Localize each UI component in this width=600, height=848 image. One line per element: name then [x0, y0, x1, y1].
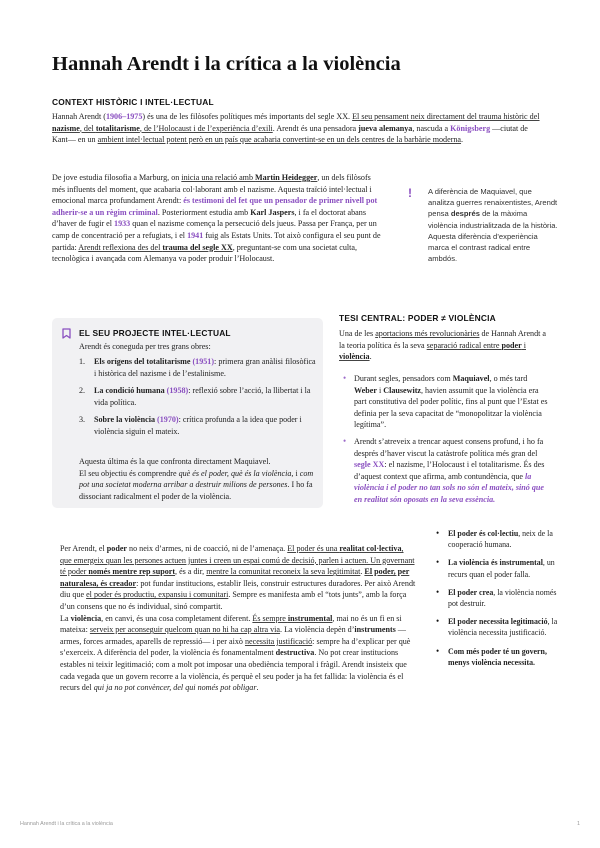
- section-heading-context: CONTEXT HISTÒRIC I INTEL·LECTUAL: [52, 97, 214, 107]
- text-run: inicia una relació amb: [181, 173, 256, 182]
- section-heading-project: EL SEU PROJECTE INTEL·LECTUAL: [79, 328, 231, 338]
- context-paragraph-2: [52, 172, 384, 265]
- list-item: [339, 373, 549, 431]
- underlined-run: [78, 243, 232, 252]
- text-run: .: [360, 567, 365, 577]
- underlined-run: ambient intel·lectual potent però en un país que acabaria convertint-se en un dels centres de la barbàrie moderna: [97, 135, 462, 145]
- bold-term: després: [450, 209, 480, 219]
- text-run: —armes, forces armades, aparells de repressió— i per això: [60, 625, 406, 646]
- text-run: ) és una de les filòsofes polítiques més importants del segle XX.: [142, 112, 353, 121]
- underlined-run: el poder és productiu, expansiu i comunitari: [86, 590, 229, 600]
- bullet-icon: •: [436, 645, 440, 656]
- text-run: . Arendt és una pensadora: [272, 123, 359, 133]
- underlined-run: mentre la comunitat reconeix la seva legitimitat: [206, 567, 361, 577]
- bold-term: violència: [339, 352, 370, 362]
- bold-term: totalitarisme: [95, 123, 140, 133]
- text-run: Hannah Arendt (: [52, 112, 106, 121]
- text-run: : primera gran anàlisi filosòfica i històrica del nazisme i de l’estalinisme.: [94, 357, 316, 378]
- text-run: , mai no és un fi en si mateixa:: [60, 613, 402, 635]
- list-item: [436, 616, 558, 638]
- list-item: [436, 587, 558, 609]
- exclamation-icon: !: [408, 186, 412, 200]
- list-number: 1.: [79, 357, 86, 366]
- list-item: [436, 646, 558, 668]
- bold-term: Clausewitz: [383, 385, 421, 395]
- highlight-statement: és testimoni del fet que un pensador de primer nivell pot adherir-se a un règim criminal: [52, 196, 378, 217]
- highlight-year: 1941: [187, 230, 204, 240]
- bold-term: Martin Heidegger: [255, 173, 318, 182]
- text-run: , de l’Holocaust i de l’experiència d’exili: [139, 123, 273, 133]
- page-number: 1: [577, 821, 580, 827]
- bold-term: instruments: [354, 625, 396, 635]
- text-run: , neix de la cooperació humana.: [448, 529, 553, 550]
- text-run: La: [60, 613, 71, 623]
- highlight-place: Königsberg: [450, 123, 491, 133]
- underlined-run: aportacions més revolucionàries: [375, 329, 480, 338]
- highlight-year: 1933: [114, 219, 131, 229]
- text-run: i: [376, 385, 384, 395]
- text-run: .: [369, 352, 372, 362]
- text-run: , o més tard: [489, 374, 528, 383]
- footer-title: Hannah Arendt i la crítica a la violència: [20, 821, 113, 827]
- summary-list: [436, 528, 558, 675]
- highlight-years: 1906–1975: [105, 112, 143, 121]
- underlined-run: serveix per aconseguir quelcom quan no hi ha cap altra via: [89, 625, 281, 635]
- text-run: .: [256, 683, 259, 693]
- bold-term: Maquiavel: [452, 374, 490, 383]
- work-title: La condició humana: [94, 386, 165, 396]
- bold-term: poder: [106, 544, 127, 553]
- project-card: [52, 318, 323, 508]
- section-heading-thesis: TESI CENTRAL: PODER ≠ VIOLÈNCIA: [339, 313, 496, 323]
- bold-term: Com més poder té un govern, menys violència necessita.: [448, 646, 547, 667]
- text-run: —ciutat de Kant— en un: [52, 123, 528, 145]
- text-run: : el nazisme, l’Holocaust i el totalitarisme. És des d’aquest context que afirma, amb contundència, que: [354, 460, 545, 481]
- bold-term: Weber: [354, 385, 377, 395]
- text-run: fuig als Estats Units. Tot això configura el seu punt de partida:: [52, 230, 381, 252]
- highlight-term: segle XX: [354, 460, 385, 470]
- bullet-icon: •: [343, 435, 347, 446]
- text-run: : pot fundar institucions, establir lleis, construir estructures duradores. Per això Arendt diu que: [60, 578, 416, 600]
- project-intro: Arendt és coneguda per tres grans obres:: [79, 342, 211, 351]
- page-title: Hannah Arendt i la crítica a la violència: [52, 53, 401, 75]
- text-run: , havien assumit que la violència era part constitutiva del poder polític, fins al punt que l’Estat es definia per la seva capacitat de “monopolitzar la violència legítima”.: [354, 385, 548, 430]
- text-run: , preguntant-se com una societat culta, tecnològica i avançada com Alemanya va poder produir l’Holocaust.: [52, 242, 358, 264]
- text-run: , que emergeix quan les persones actuen juntes i creen un espai comú de decisió, parlen i actuen.: [60, 544, 404, 565]
- bullet-icon: •: [436, 557, 440, 568]
- text-run: . No pot crear institucions estables ni teixir legitimació; com a molt pot imposar una obediència temporal i fràgil. Arendt insisteix que cada vegada que un govern recorre a la violència, és perquè el seu poder ja ha fet fallida: la violència és el recurs del: [60, 648, 407, 693]
- bold-term: El poder, per naturalesa, és creador: [60, 567, 410, 588]
- thesis-paragraph: [339, 328, 549, 363]
- context-paragraph-1: [52, 111, 544, 146]
- work-title: Sobre la violència: [94, 415, 156, 425]
- text-run: , i fa el doctorat abans d’haver de fugir el: [52, 207, 366, 229]
- text-run: . Sempre es manifesta amb el “tots junts”, amb la força d’un consens que no és individual, sinó compartit.: [60, 590, 407, 611]
- bullet-icon: •: [436, 528, 440, 538]
- list-item: [79, 385, 317, 408]
- italic-run: qui ja no pot convèncer, del qui només pot obligar: [93, 683, 257, 693]
- underlined-run: necessita justificació: [244, 636, 313, 646]
- text-run: . La violència depèn d’: [280, 625, 355, 635]
- text-run: : sempre ha d’explicar per què s’exerceix. A diferència del poder, la violència és fonamentalment: [60, 636, 411, 658]
- text-run: Per Arendt, el: [60, 544, 107, 553]
- bold-term: només mentre rep suport: [88, 567, 176, 577]
- work-title: Els orígens del totalitarisme: [94, 357, 191, 366]
- text-run: Durant segles, pensadors com: [354, 374, 453, 383]
- bold-term: violència: [70, 613, 102, 623]
- text-run: . Posteriorment estudia amb: [157, 207, 251, 217]
- text-run: , un dels filòsofs més influents del moment, que acabaria col·laborant amb el nazisme. Aquesta traïció intel·lectual i emocional marca profundament Arendt:: [52, 173, 372, 206]
- text-run: . I ho fa dissociant radicalment el poder de la violència.: [79, 480, 313, 501]
- text-run: : crítica profunda a la idea que poder i violència siguin el mateix.: [94, 415, 302, 436]
- text-run: , la violència necessita justificació.: [448, 617, 558, 638]
- list-item: [79, 356, 317, 379]
- text-run: El seu pensament neix directament del trauma històric del: [352, 112, 540, 121]
- aside-text: [428, 186, 558, 264]
- text-run: de la màxima violència industrialitzada de la història. Aquesta diferència d’experiència marca el contrast radical entre ambdós.: [428, 209, 558, 264]
- highlight-quote: la violència i el poder no tan sols no són el mateix, sinó que en realitat són oposats en la seva essència.: [354, 471, 544, 504]
- project-outro: [79, 456, 317, 502]
- text-run: Arendt s’atreveix a trencar aquest consens profund, i ho fa després d’haver viscut la catàstrofe política més gran del: [354, 436, 544, 458]
- text-run: Un governant té poder: [60, 555, 415, 577]
- text-run: separació radical entre: [426, 340, 502, 350]
- list-number: 2.: [79, 386, 86, 396]
- bold-term: El poder crea: [448, 587, 494, 597]
- list-item: [436, 557, 558, 579]
- text-run: , un recurs quan el poder falla.: [448, 558, 555, 579]
- bold-term: Karl Jaspers: [250, 207, 295, 217]
- text-run: : reflexió sobre l’acció, la llibertat i la vida política.: [94, 386, 311, 407]
- work-year: (1970): [157, 415, 179, 425]
- underlined-run: [252, 614, 332, 623]
- bold-term: nazisme: [52, 123, 80, 133]
- text-run: , és a dir,: [175, 567, 207, 577]
- bold-term: destructiva: [275, 648, 315, 658]
- text-run: El seu objectiu és comprendre: [79, 468, 179, 478]
- text-run: , nascuda a: [412, 123, 451, 133]
- list-item: [339, 436, 549, 506]
- text-run: Una de les: [339, 329, 376, 338]
- text-run: , del: [79, 123, 96, 133]
- bullet-icon: •: [436, 616, 440, 627]
- text-run: no neix d’armes, ni de coacció, ni de l’amenaça.: [127, 544, 288, 553]
- text-run: , la violència només pot destruir.: [448, 587, 557, 609]
- text-run: quan el nazisme comença la persecució dels jueus. Passa per França, per un camp de concentració per a refugiats, i el: [52, 219, 377, 240]
- text-run: , i: [291, 468, 300, 478]
- bold-term: poder: [501, 340, 522, 350]
- work-year: (1958): [166, 386, 189, 396]
- list-number: 3.: [79, 415, 86, 425]
- text-run: de Hannah Arendt a la teoria política és la seva: [339, 329, 547, 350]
- works-list: [79, 356, 317, 444]
- underlined-run: [181, 173, 317, 182]
- bold-term: jueva alemanya: [358, 123, 413, 133]
- bookmark-icon: [62, 328, 71, 339]
- text-run: A diferència de Maquiavel, que analitza guerres renaixentistes, Arendt pensa: [428, 187, 558, 219]
- bold-term: El poder és col·lectiu: [448, 529, 519, 538]
- text-run: El poder és una: [287, 544, 340, 553]
- work-year: (1951): [192, 357, 215, 366]
- text-run: Aquesta última és la que confronta directament Maquiavel.: [79, 457, 271, 466]
- bullet-icon: •: [436, 586, 440, 597]
- text-run: De jove estudia filosofia a Marburg, on: [52, 173, 182, 182]
- italic-run: com pot una societat moderna arribar a destruir milions de persones: [79, 468, 314, 490]
- bold-term: El poder necessita legitimació: [448, 617, 548, 627]
- text-run: i: [521, 340, 526, 350]
- bold-term: instrumental: [287, 613, 333, 623]
- text-run: , en canvi, és una cosa completament diferent.: [101, 613, 253, 623]
- bullet-icon: •: [343, 373, 347, 383]
- bold-term: La violència és instrumental: [448, 558, 543, 568]
- list-item: [436, 528, 558, 550]
- text-run: .: [461, 135, 464, 145]
- thesis-bullets: [339, 373, 549, 511]
- bold-term: trauma del segle XX: [162, 242, 233, 252]
- text-run: Arendt reflexiona des del: [78, 242, 163, 252]
- list-item: [79, 414, 317, 437]
- italic-run: què és el poder, què és la violència: [178, 468, 292, 478]
- text-run: És sempre: [252, 613, 288, 623]
- bold-term: realitat col·lectiva: [339, 544, 402, 553]
- power-paragraph: [60, 543, 416, 694]
